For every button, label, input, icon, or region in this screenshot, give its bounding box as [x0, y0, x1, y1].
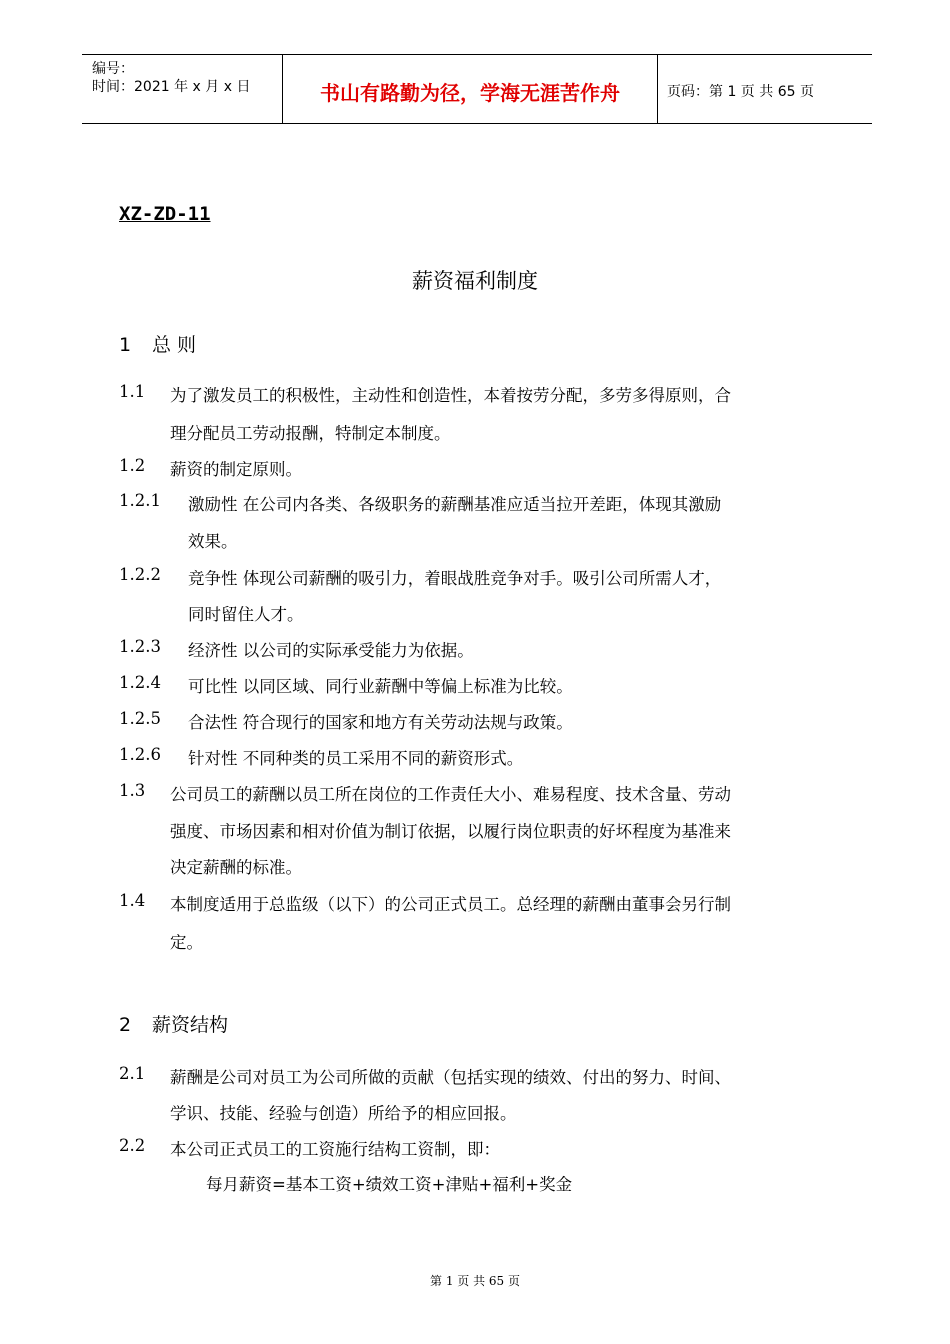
doc-number-label: 编号：	[92, 61, 134, 77]
clause-text: 针对性 不同种类的员工采用不同的薪资形式。	[188, 749, 524, 768]
clause-number: 1.2.4	[119, 673, 161, 692]
section-title: 总 则	[152, 334, 197, 356]
clause-number: 1.1	[119, 382, 146, 401]
header-motto-cell	[282, 55, 658, 123]
clause-text: 决定薪酬的标准。	[170, 858, 302, 877]
section-number: 2	[119, 1014, 132, 1036]
document-id: XZ-ZD-11	[119, 203, 211, 225]
page-footer: 第 1 页 共 65 页	[430, 1274, 520, 1288]
clause-number: 1.3	[119, 781, 146, 800]
clause-text: 薪资的制定原则。	[170, 460, 302, 479]
clause-number: 1.2.3	[119, 637, 161, 656]
clause-text: 效果。	[188, 532, 238, 551]
doc-time-label: 时间：2021 年 x 月 x 日	[92, 79, 251, 95]
section-2-heading	[119, 1010, 228, 1037]
clause-text: 薪酬是公司对员工为公司所做的贡献（包括实现的绩效、付出的努力、时间、	[170, 1068, 731, 1087]
section-title: 薪资结构	[152, 1014, 229, 1036]
header-motto: 书山有路勤为径，学海无涯苦作舟	[320, 81, 620, 105]
salary-formula: 每月薪资=基本工资+绩效工资+津贴+福利+奖金	[206, 1175, 573, 1194]
section-number: 1	[119, 334, 132, 356]
clause-text: 定。	[170, 933, 203, 952]
clause-number: 1.4	[119, 891, 146, 910]
section-1-heading	[119, 330, 196, 357]
clause-text: 可比性 以同区域、同行业薪酬中等偏上标准为比较。	[188, 677, 573, 696]
clause-text: 竞争性 体现公司薪酬的吸引力，着眼战胜竞争对手。吸引公司所需人才，	[188, 569, 722, 588]
clause-text: 激励性 在公司内各类、各级职务的薪酬基准应适当拉开差距，体现其激励	[188, 495, 722, 514]
clause-number: 1.2	[119, 456, 146, 475]
clause-number: 2.2	[119, 1136, 146, 1155]
clause-text: 本公司正式员工的工资施行结构工资制，即：	[170, 1140, 500, 1159]
document-title: 薪资福利制度	[412, 269, 538, 293]
header-page-cell	[657, 55, 872, 123]
page-header	[82, 54, 872, 124]
clause-text: 公司员工的薪酬以员工所在岗位的工作责任大小、难易程度、技术含量、劳动	[170, 785, 731, 804]
clause-number: 1.2.6	[119, 745, 161, 764]
clause-number: 1.2.5	[119, 709, 161, 728]
clause-text: 本制度适用于总监级（以下）的公司正式员工。总经理的薪酬由董事会另行制	[170, 895, 731, 914]
clause-text: 强度、市场因素和相对价值为制订依据，以履行岗位职责的好坏程度为基准来	[170, 822, 731, 841]
clause-text: 合法性 符合现行的国家和地方有关劳动法规与政策。	[188, 713, 573, 732]
header-page-number: 页码：第 1 页 共 65 页	[667, 84, 814, 100]
clause-text: 理分配员工劳动报酬，特制定本制度。	[170, 424, 451, 443]
clause-text: 同时留住人才。	[188, 605, 304, 624]
clause-number: 2.1	[119, 1064, 146, 1083]
clause-text: 为了激发员工的积极性，主动性和创造性，本着按劳分配，多劳多得原则，合	[170, 386, 731, 405]
clause-number: 1.2.1	[119, 491, 161, 510]
clause-number: 1.2.2	[119, 565, 161, 584]
clause-text: 学识、技能、经验与创造）所给予的相应回报。	[170, 1104, 517, 1123]
header-info-cell	[82, 55, 282, 123]
clause-text: 经济性 以公司的实际承受能力为依据。	[188, 641, 474, 660]
